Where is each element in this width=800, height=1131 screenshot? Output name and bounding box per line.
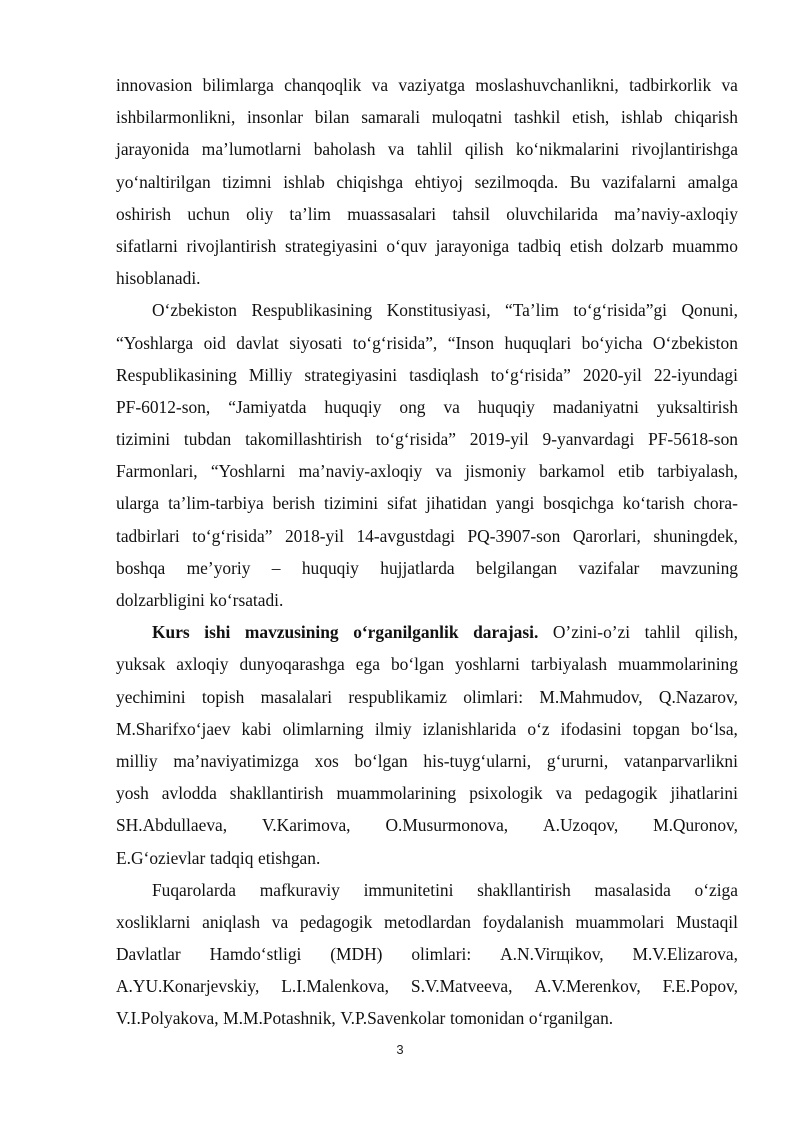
word: bo‘lgan — [390, 654, 445, 675]
word: PF-6012-son, — [116, 396, 211, 417]
word: ilmiy — [374, 718, 412, 739]
word: axloqiy — [176, 654, 229, 675]
word: Respublikasining — [116, 364, 237, 385]
word: O.Musurmonova, — [385, 815, 509, 836]
text-line — [116, 133, 738, 165]
word: “Ta’lim — [505, 300, 559, 321]
word: M.Quronov, — [653, 815, 738, 836]
word: muassasalari — [347, 203, 437, 224]
word: belgilangan — [476, 557, 558, 578]
word: va — [387, 139, 405, 160]
text-line — [116, 101, 738, 133]
word: M.Mahmudov, — [539, 686, 643, 707]
word: ma’naviyatimizga — [173, 750, 299, 771]
word: “Yoshlarni — [210, 461, 286, 482]
word: dolzarb — [611, 235, 664, 256]
word: to‘g‘risida” — [192, 525, 273, 546]
word: jismoniy — [465, 461, 526, 482]
word: shuningdek, — [653, 525, 738, 546]
word: ma’lumotlarni — [201, 139, 302, 160]
word: va — [271, 911, 289, 932]
text-line — [116, 487, 738, 519]
paragraph — [116, 616, 738, 874]
bold-lead-word: o‘rganilganlik — [353, 622, 459, 643]
word: yoshlarni — [455, 654, 520, 675]
word: ishbilarmonlikni, — [116, 107, 236, 128]
word: innovasion — [116, 75, 193, 95]
word: V.Karimova, — [261, 815, 351, 836]
text-line — [116, 745, 738, 777]
word: etib — [618, 461, 645, 482]
text-line — [116, 552, 738, 584]
word: Konstitusiyasi, — [386, 300, 491, 321]
word: Respublikasining — [251, 300, 373, 321]
word: psixologik — [469, 783, 543, 804]
word: tarbiyalash, — [657, 461, 738, 482]
word: etish — [569, 235, 603, 256]
word: o‘quv — [386, 235, 427, 256]
word: avlodda — [161, 783, 217, 804]
word: 2018-yil — [284, 525, 344, 546]
word: qilish, — [694, 622, 738, 643]
word: (MDH) — [330, 944, 383, 965]
word: o‘ziga — [694, 879, 738, 900]
word: moslashuvchanlikni, — [475, 75, 619, 95]
word: jihatidan — [425, 493, 487, 514]
text-line — [116, 777, 738, 809]
word: 2019-yil — [469, 429, 529, 450]
word: ta’lim-tarbiya — [168, 493, 264, 514]
word: tadqiq — [209, 847, 254, 868]
word: va — [435, 461, 452, 482]
word: respublikamiz — [348, 686, 447, 707]
text-line — [116, 166, 738, 198]
word: huquqlari — [504, 332, 572, 353]
word: to‘g‘risida” — [375, 429, 456, 450]
word: olimlari: — [463, 686, 524, 707]
word: yechimini — [116, 686, 186, 707]
word: jarayoniga — [435, 235, 510, 256]
text-line — [116, 294, 738, 326]
word: rivojlantirish — [186, 235, 277, 256]
word: jihatlarini — [670, 783, 738, 804]
word: bo‘lgan — [354, 750, 408, 771]
word: tahsil — [452, 203, 490, 224]
word: PQ-3907-son — [467, 525, 561, 546]
text-line — [116, 842, 738, 874]
word: mavzuning — [660, 557, 738, 578]
word: milliy — [116, 750, 158, 771]
word: chiqishga — [336, 171, 404, 192]
word: yangi — [495, 493, 535, 514]
word: ko‘tarish — [622, 493, 685, 514]
word: ishlab — [620, 107, 663, 128]
word: 14-avgustdagi — [356, 525, 455, 546]
word: A.V.Merenkov, — [534, 976, 641, 997]
word: me’yoriy — [186, 557, 251, 578]
word: Hamdo‘stligi — [209, 944, 302, 965]
word: 9-yanvardagi — [542, 429, 635, 450]
text-line — [116, 648, 738, 680]
word: ong — [399, 396, 426, 417]
word: M.M.Potashnik, — [223, 1008, 336, 1029]
word: O’zini-o’zi — [552, 622, 631, 643]
word: O‘zbekiston — [652, 332, 738, 353]
word: Farmonlari, — [116, 461, 198, 482]
word: sezilmoqda. — [474, 171, 559, 192]
word: va — [443, 396, 460, 417]
word: “Inson — [447, 332, 495, 353]
text-line — [116, 520, 738, 552]
word: S.V.Matveeva, — [410, 976, 513, 997]
word: bosqichga — [543, 493, 614, 514]
text-line — [116, 391, 738, 423]
word: V.P.Savenkolar — [340, 1008, 446, 1029]
word: metodlardan — [384, 911, 471, 932]
word: o‘z — [527, 718, 550, 739]
word: shakllantirish — [477, 879, 571, 900]
word: immunitetini — [363, 879, 454, 900]
word: chora- — [693, 493, 738, 514]
word: etishgan. — [257, 847, 321, 868]
word: ishlab — [283, 171, 325, 192]
word: Fuqarolarda — [152, 879, 237, 900]
word: dunyoqarashga — [239, 654, 345, 675]
word: bo‘yicha — [581, 332, 643, 353]
word: baholash — [313, 139, 376, 160]
word: oliy — [246, 203, 274, 224]
word: va — [555, 783, 572, 804]
text-line — [116, 906, 738, 938]
word: hisoblanadi. — [116, 268, 201, 289]
word: siyosati — [289, 332, 343, 353]
text-line — [116, 455, 738, 487]
word: bilan — [314, 107, 350, 128]
word: va — [371, 75, 389, 95]
word: tomonidan — [449, 1008, 525, 1029]
word: berish — [272, 493, 316, 514]
text-line — [116, 198, 738, 230]
word: tahlil — [416, 139, 453, 160]
word: izlanishlarida — [422, 718, 517, 739]
word: mafkuraviy — [259, 879, 340, 900]
word: insonlar — [247, 107, 304, 128]
word: SH.Abdullaeva, — [116, 815, 228, 836]
word: va — [721, 75, 738, 95]
text-line — [116, 681, 738, 713]
word: to‘g‘risida”gi — [573, 300, 667, 321]
word: vazifalar — [578, 557, 640, 578]
text-line — [116, 423, 738, 455]
word: 2020-yil — [582, 364, 642, 385]
word: tizimini — [324, 493, 379, 514]
text-line — [116, 359, 738, 391]
word: xos — [314, 750, 339, 771]
word: aniqlash — [202, 911, 261, 932]
word: muammo — [672, 235, 738, 256]
word: ularga — [116, 493, 160, 514]
word: takomillashtirish — [245, 429, 362, 450]
word: muammolarining — [618, 654, 738, 675]
bold-lead-word: ishi — [204, 622, 231, 643]
word: bilimlarga — [202, 75, 274, 95]
word: pedagogik — [584, 783, 658, 804]
word: “Jamiyatda — [228, 396, 307, 417]
bold-lead-word: mavzusining — [244, 622, 339, 643]
bold-lead-word: darajasi. — [473, 622, 539, 643]
word: Qarorlari, — [572, 525, 641, 546]
word: tubdan — [183, 429, 232, 450]
word: shakllantirish — [229, 783, 324, 804]
text-line — [116, 327, 738, 359]
text-line — [116, 970, 738, 1002]
word: yuksaltirish — [656, 396, 738, 417]
word: to‘g‘risida” — [490, 364, 571, 385]
word: amalga — [687, 171, 738, 192]
word: his-tuyg‘ularni, — [423, 750, 532, 771]
word: Qonuni, — [681, 300, 738, 321]
word: strategiyasini — [304, 364, 398, 385]
word: Mustaqil — [676, 911, 738, 932]
word: M.V.Elizarova, — [632, 944, 738, 965]
word: bo‘lsa, — [691, 718, 738, 739]
word: barkamol — [539, 461, 605, 482]
word: V.I.Polyakova, — [116, 1008, 219, 1029]
word: O‘zbekiston — [152, 300, 238, 321]
word: A.N.Virщikov, — [500, 944, 604, 965]
paragraph — [116, 874, 738, 1035]
word: tadbiq — [517, 235, 562, 256]
word: ko‘nikmalarini — [515, 139, 620, 160]
word: rivojlantirishga — [631, 139, 738, 160]
word: davlat — [236, 332, 279, 353]
word: tasdiqlash — [409, 364, 479, 385]
word: tahlil — [644, 622, 681, 643]
word: huquqiy — [324, 396, 382, 417]
word: tadbirkorlik — [629, 75, 712, 95]
word: etish, — [572, 107, 610, 128]
paragraph — [116, 69, 738, 294]
word: jarayonida — [116, 139, 190, 160]
word: vatanparvarlikni — [623, 750, 738, 771]
word: “Yoshlarga — [116, 332, 194, 353]
word: M.Sharifxo‘jaev — [116, 718, 231, 739]
word: ko‘rsatadi. — [209, 590, 284, 610]
word: Milliy — [248, 364, 293, 385]
word: tizimini — [116, 429, 171, 450]
word: boshqa — [116, 557, 166, 578]
text-line — [116, 1002, 738, 1034]
word: chanqoqlik — [284, 75, 362, 95]
word: oid — [203, 332, 226, 353]
word: xosliklarni — [116, 911, 191, 932]
word: tarbiyalash — [530, 654, 608, 675]
word: A.Uzoqov, — [543, 815, 619, 836]
word: masalasida — [594, 879, 671, 900]
word: oluvchilarida — [506, 203, 599, 224]
word: muammolarining — [336, 783, 457, 804]
word: yo‘naltirilgan — [116, 171, 211, 192]
word: tizimni — [222, 171, 272, 192]
word: E.G‘ozievlar — [116, 847, 206, 868]
text-line — [116, 262, 738, 294]
word: yuksak — [116, 654, 166, 675]
text-line — [116, 69, 738, 101]
word: qilish — [464, 139, 504, 160]
word: sifat — [387, 493, 418, 514]
word: 22-iyundagi — [653, 364, 738, 385]
page-number: 3 — [396, 1042, 404, 1057]
word: topish — [201, 686, 245, 707]
word: samarali — [361, 107, 421, 128]
word: kabi — [241, 718, 272, 739]
word: sifatlarni — [116, 235, 178, 256]
word: huquqiy — [301, 557, 359, 578]
word: Bu — [569, 171, 591, 192]
word: olimlarning — [282, 718, 364, 739]
word: ta’lim — [289, 203, 331, 224]
word: ma’naviy-axloqiy — [614, 203, 738, 224]
word: tashkil — [514, 107, 561, 128]
word: olimlari: — [411, 944, 472, 965]
word: yosh — [116, 783, 149, 804]
word: PF-5618-son — [648, 429, 738, 450]
word: vazifalarni — [601, 171, 677, 192]
word: Davlatlar — [116, 944, 181, 965]
word: F.E.Popov, — [662, 976, 738, 997]
word: masalalari — [260, 686, 333, 707]
word: topgan — [632, 718, 680, 739]
word: ehtiyoj — [414, 171, 464, 192]
word: to‘g‘risida”, — [352, 332, 438, 353]
text-line — [116, 230, 738, 262]
word: ega — [355, 654, 380, 675]
word: huquqiy — [477, 396, 535, 417]
word: vaziyatga — [398, 75, 466, 95]
word: ma’naviy-axloqiy — [298, 461, 423, 482]
document-page — [116, 69, 738, 1035]
text-line — [116, 584, 738, 616]
word: A.YU.Konarjevskiy, — [116, 976, 260, 997]
word: Q.Nazarov, — [658, 686, 738, 707]
paragraph — [116, 294, 738, 616]
word: ifodasini — [560, 718, 622, 739]
word: hujjatlarda — [380, 557, 455, 578]
word: o‘rganilgan. — [528, 1008, 614, 1029]
text-line — [116, 938, 738, 970]
word: chiqarish — [674, 107, 738, 128]
word: oshirish — [116, 203, 172, 224]
text-line — [116, 616, 738, 648]
word: muloqatni — [431, 107, 503, 128]
word: madaniyatni — [552, 396, 639, 417]
word: muammolari — [575, 911, 665, 932]
word: foydalanish — [482, 911, 564, 932]
word: tadbirlari — [116, 525, 180, 546]
bold-lead-word: Kurs — [152, 622, 190, 643]
word: L.I.Malenkova, — [281, 976, 389, 997]
word: strategiyasini — [285, 235, 378, 256]
text-line — [116, 713, 738, 745]
word: pedagogik — [299, 911, 373, 932]
word: dolzarbligini — [116, 590, 205, 610]
word: uchun — [187, 203, 230, 224]
text-line — [116, 809, 738, 841]
word: g‘ururni, — [546, 750, 609, 771]
word: – — [271, 557, 281, 578]
text-line — [116, 874, 738, 906]
